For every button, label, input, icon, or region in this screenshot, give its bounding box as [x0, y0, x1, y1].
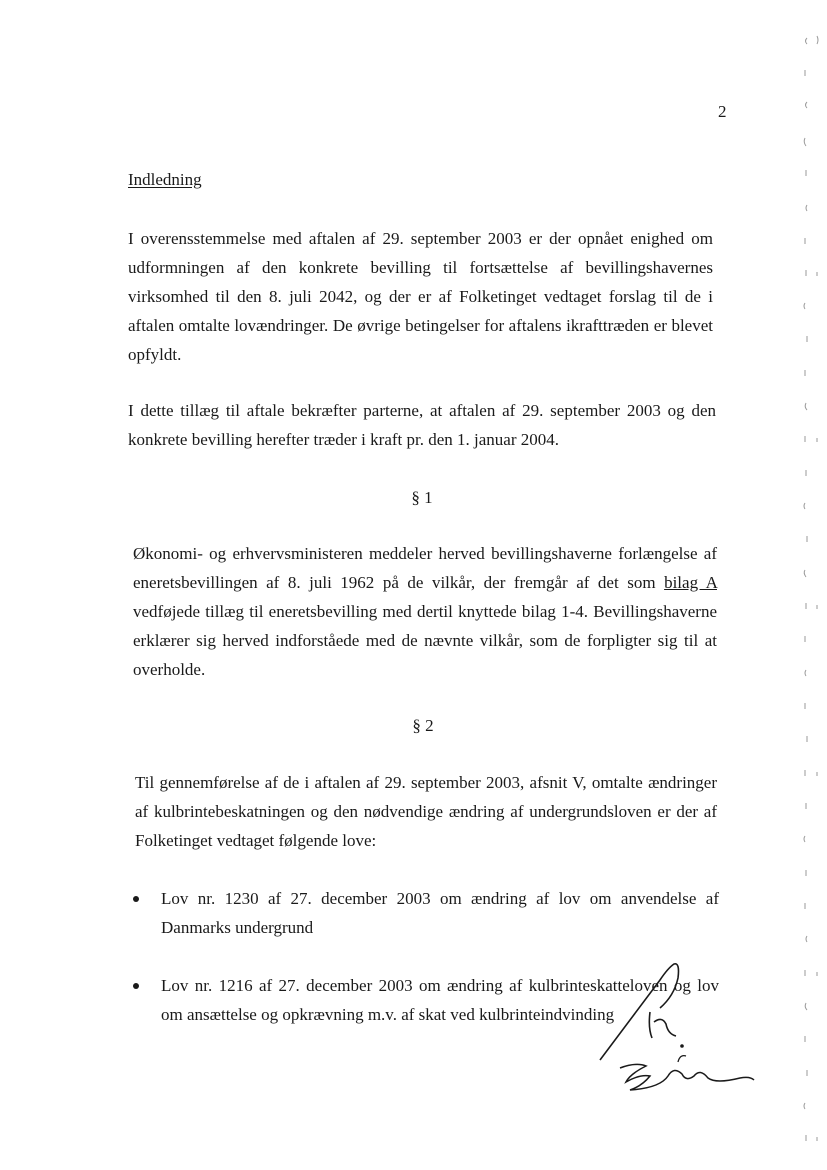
scan-edge-marks	[795, 20, 827, 1160]
section-1-text-before: Økonomi- og erhvervsministeren meddeler herved bevillingshaverne forlængelse af eneretsbevillingen af 8. juli 1962 på de vilkår, der fremgår af det som	[133, 544, 717, 592]
intro-paragraph: I overensstemmelse med aftalen af 29. september 2003 er der opnået enighed om udformningen af den konkrete bevilling til fortsættelse af bevillingshavernes virksomhed til den 8. juli 2042, og der er af Folketinget vedtaget forslag til de i aftalen omtalte lovændringer. De øvrige betingelser for aftalens ikrafttræden er blevet opfyldt.	[128, 229, 713, 364]
section-2-paragraph: Til gennemførelse af de i aftalen af 29. september 2003, afsnit V, omtalte ændringer af kulbrintebeskatningen og den nødvendige ændring af undergrundsloven er der af Folketinget vedtaget følgende love:	[135, 773, 717, 850]
list-item-text: Lov nr. 1230 af 27. december 2003 om ændring af lov om anvendelse af Danmarks undergrund	[161, 889, 719, 937]
page-number: 2	[718, 102, 727, 121]
bilag-a-reference: bilag A	[664, 573, 717, 592]
section-1-paragraph	[133, 539, 717, 684]
section-2-title: § 2	[412, 716, 434, 735]
page-heading: Indledning	[128, 170, 202, 189]
bullet-icon	[133, 896, 139, 902]
section-1-title: § 1	[411, 488, 433, 507]
list-item-text: Lov nr. 1216 af 27. december 2003 om ændring af kulbrinteskatteloven og lov om ansættelse og opkrævning m.v. af skat ved kulbrinteindvinding	[161, 976, 719, 1024]
handwritten-initials	[590, 950, 760, 1110]
section-1-text-after: vedføjede tillæg til eneretsbevilling med dertil knyttede bilag 1-4. Bevillingshaverne erklærer sig herved indforståede med de nævnte vilkår, som de forpligter sig til at overholde.	[133, 602, 717, 679]
bullet-icon	[133, 983, 139, 989]
confirmation-paragraph: I dette tillæg til aftale bekræfter parterne, at aftalen af 29. september 2003 og den konkrete bevilling herefter træder i kraft pr. den 1. januar 2004.	[128, 401, 716, 449]
